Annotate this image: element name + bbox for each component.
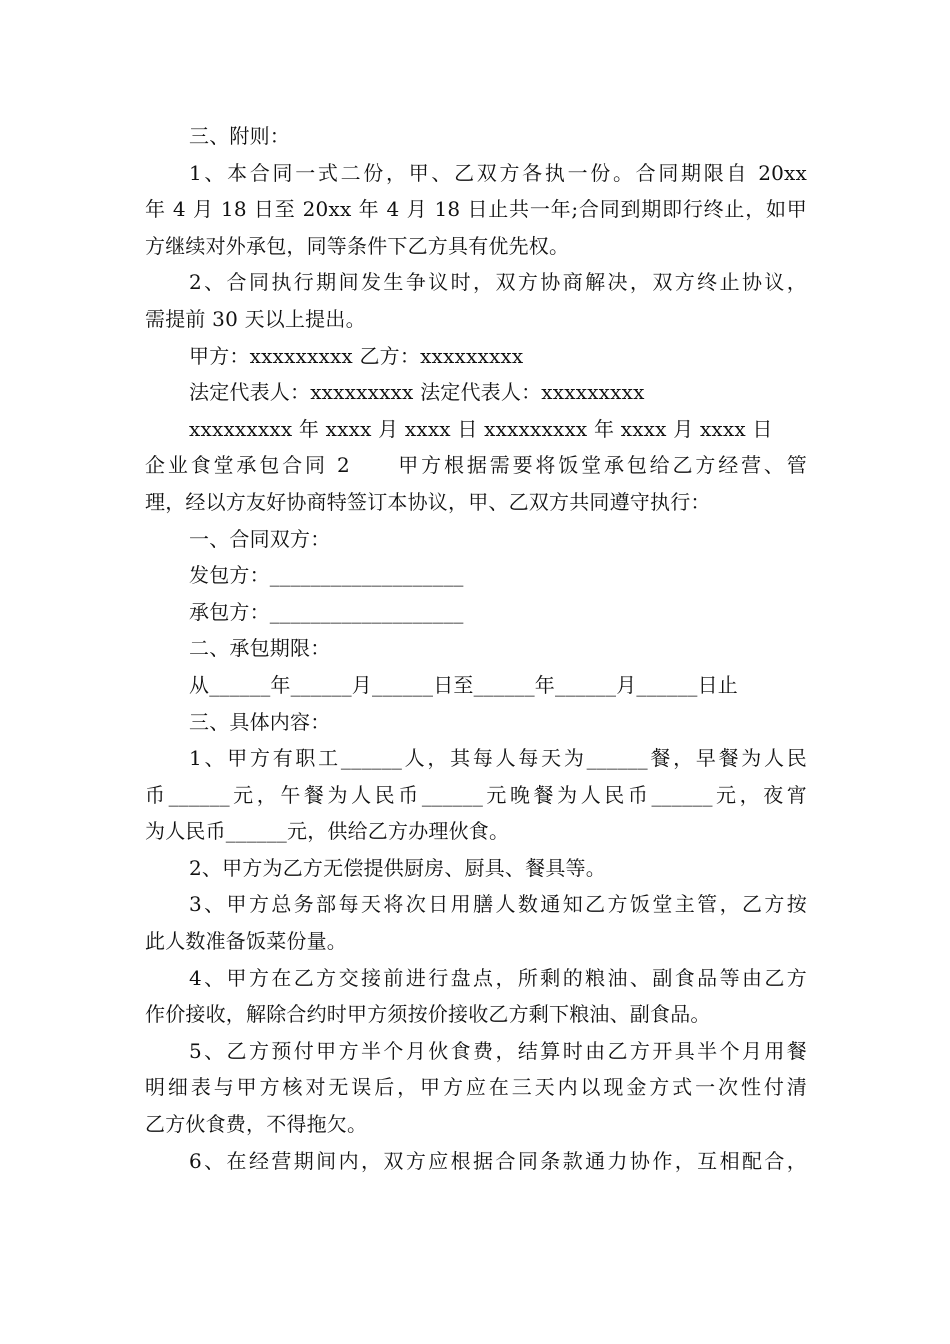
signature-parties-line: 甲方：xxxxxxxxx 乙方：xxxxxxxxx	[189, 343, 524, 368]
section-heading-parties: 一、合同双方：	[189, 526, 331, 551]
paragraph-line: 理，经以方友好协商特签订本协议，甲、乙双方共同遵守执行：	[145, 489, 711, 514]
paragraph-line: 作价接收，解除合约时甲方须按价接收乙方剩下粮油、副食品。	[145, 1002, 711, 1027]
paragraph-line: 明细表与甲方核对无误后，甲方应在三天内以现金方式一次性付清	[145, 1075, 807, 1100]
contractor-blank-line: 承包方：___________________	[189, 599, 464, 624]
paragraph-line: 1、本合同一式二份，甲、乙双方各执一份。合同期限自 20xx	[189, 160, 807, 185]
section-heading-appendix: 三、附则：	[189, 124, 290, 148]
paragraph-line: 4、甲方在乙方交接前进行盘点，所剩的粮油、副食品等由乙方	[189, 965, 807, 990]
paragraph-line: 1、甲方有职工______人，其每人每天为______餐，早餐为人民	[189, 746, 807, 771]
document-body	[145, 118, 807, 1179]
paragraph-line: 6、在经营期间内，双方应根据合同条款通力协作，互相配合，	[189, 1148, 807, 1173]
section-heading-content: 三、具体内容：	[189, 709, 331, 734]
term-dates-line: 从______年______月______日至______年______月______日止	[189, 672, 738, 697]
paragraph-line: 乙方伙食费，不得拖欠。	[145, 1112, 368, 1137]
signature-representatives-line: 法定代表人：xxxxxxxxx 法定代表人：xxxxxxxxx	[189, 380, 645, 405]
section-heading-term: 二、承包期限：	[189, 636, 331, 661]
paragraph-line: 需提前 30 天以上提出。	[145, 306, 366, 331]
paragraph-line: 币______元，午餐为人民币______元晚餐为人民币______元，夜宵	[145, 782, 807, 807]
paragraph-line: 2、甲方为乙方无偿提供厨房、厨具、餐具等。	[189, 855, 606, 880]
contract-title-line: 企业食堂承包合同 2 甲方根据需要将饭堂承包给乙方经营、管	[145, 453, 807, 478]
employer-blank-line: 发包方：___________________	[189, 563, 464, 588]
paragraph-line: 3、甲方总务部每天将次日用膳人数通知乙方饭堂主管，乙方按	[189, 892, 807, 917]
paragraph-line: 5、乙方预付甲方半个月伙食费，结算时由乙方开具半个月用餐	[189, 1038, 807, 1063]
paragraph-line: 为人民币______元，供给乙方办理伙食。	[145, 819, 510, 844]
paragraph-line: 方继续对外承包，同等条件下乙方具有优先权。	[145, 233, 570, 258]
paragraph-line: 年 4 月 18 日至 20xx 年 4 月 18 日止共一年;合同到期即行终止，如甲	[145, 197, 807, 222]
paragraph-line: 此人数准备饭菜份量。	[145, 929, 347, 954]
paragraph-line: 2、合同执行期间发生争议时，双方协商解决，双方终止协议，	[189, 270, 807, 295]
signature-dates-line: xxxxxxxxx 年 xxxx 月 xxxx 日 xxxxxxxxx 年 xxxx 月 xxxx 日	[189, 416, 773, 441]
